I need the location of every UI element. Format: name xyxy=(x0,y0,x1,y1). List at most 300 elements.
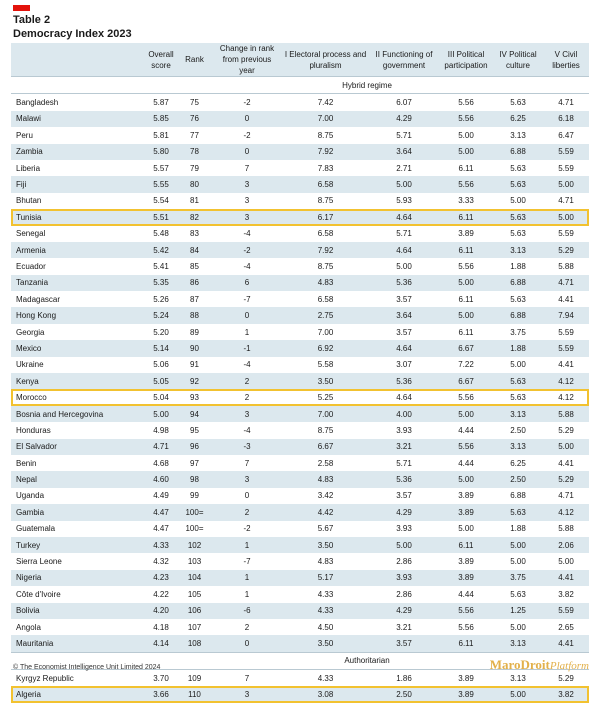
cell-rank: 90 xyxy=(177,340,212,356)
cell-political-culture: 5.63 xyxy=(493,373,543,389)
cell-civil-liberties: 4.41 xyxy=(543,635,589,652)
cell-overall-score: 5.05 xyxy=(145,373,177,389)
cell-functioning-of-government: 3.64 xyxy=(369,144,439,160)
cell-overall-score: 5.48 xyxy=(153,229,169,239)
cell-electoral-process: 6.92 xyxy=(282,340,369,356)
cell-overall-score: 5.81 xyxy=(153,130,169,140)
cell-civil-liberties: 5.88 xyxy=(558,261,574,271)
cell-civil-liberties: 5.00 xyxy=(543,209,589,225)
table-row xyxy=(11,324,589,340)
cell-change-in-rank: 0 xyxy=(212,144,282,160)
cell-civil-liberties: 4.71 xyxy=(558,196,574,206)
cell-electoral-process: 4.83 xyxy=(282,275,369,291)
cell-overall-score: 5.87 xyxy=(153,98,169,108)
cell-country: Turkey xyxy=(11,537,145,553)
cell-civil-liberties: 4.41 xyxy=(558,458,574,468)
cell-overall-score: 5.80 xyxy=(145,144,177,160)
cell-political-participation: 5.00 xyxy=(439,307,493,323)
cell-political-culture: 5.63 xyxy=(493,389,543,405)
cell-country: Uganda xyxy=(16,491,45,501)
cell-country: Guatemala xyxy=(16,524,56,534)
cell-functioning-of-government: 2.50 xyxy=(369,686,439,702)
cell-rank: 107 xyxy=(187,622,202,632)
cell-rank: 97 xyxy=(190,458,199,468)
table-row xyxy=(11,439,589,455)
cell-functioning-of-government: 2.86 xyxy=(396,589,412,599)
cell-functioning-of-government: 4.29 xyxy=(369,504,439,520)
cell-rank: 106 xyxy=(177,603,212,619)
cell-electoral-process: 7.00 xyxy=(282,111,369,127)
cell-functioning-of-government: 5.36 xyxy=(369,275,439,291)
cell-functioning-of-government: 3.57 xyxy=(396,491,412,501)
cell-civil-liberties: 5.59 xyxy=(558,163,574,173)
table-row xyxy=(11,193,589,209)
cell-change-in-rank: 0 xyxy=(244,491,250,501)
cell-political-participation: 6.11 xyxy=(439,537,493,553)
table-row xyxy=(11,307,589,323)
cell-civil-liberties: 4.71 xyxy=(543,275,589,291)
cell-country: Gambia xyxy=(11,504,145,520)
cell-electoral-process: 6.17 xyxy=(282,209,369,225)
table-row xyxy=(11,389,589,405)
header-electoral-process: I Electoral process and pluralism xyxy=(282,43,369,77)
table-row xyxy=(11,275,589,291)
cell-electoral-process: 4.83 xyxy=(317,557,334,567)
cell-electoral-process: 4.33 xyxy=(317,589,334,599)
cell-political-participation: 5.00 xyxy=(439,275,493,291)
cell-rank: 102 xyxy=(177,537,212,553)
cell-overall-score: 5.85 xyxy=(145,111,177,127)
header-functioning-of-government: II Functioning of government xyxy=(369,43,439,77)
cell-functioning-of-government: 4.29 xyxy=(369,603,439,619)
cell-functioning-of-government: 5.71 xyxy=(396,458,412,468)
cell-country: Ukraine xyxy=(16,360,44,370)
cell-functioning-of-government: 1.86 xyxy=(396,673,412,683)
cell-overall-score: 4.60 xyxy=(145,471,177,487)
cell-rank: 92 xyxy=(177,373,212,389)
cell-functioning-of-government: 5.71 xyxy=(396,229,412,239)
cell-functioning-of-government: 6.07 xyxy=(396,98,412,108)
header-overall-score: Overall score xyxy=(145,43,177,77)
watermark-logo xyxy=(490,657,589,673)
cell-civil-liberties: 4.41 xyxy=(558,294,574,304)
table-row xyxy=(11,635,589,652)
cell-country: Angola xyxy=(16,622,41,632)
cell-functioning-of-government: 3.93 xyxy=(369,570,439,586)
cell-electoral-process: 4.33 xyxy=(317,673,334,683)
cell-change-in-rank: -2 xyxy=(243,524,251,534)
cell-rank: 87 xyxy=(190,294,199,304)
cell-rank: 89 xyxy=(190,327,199,337)
cell-change-in-rank: -4 xyxy=(243,229,251,239)
cell-functioning-of-government: 3.57 xyxy=(369,635,439,652)
cell-political-participation: 6.67 xyxy=(439,373,493,389)
cell-functioning-of-government: 5.00 xyxy=(369,537,439,553)
cell-political-participation: 5.00 xyxy=(458,130,474,140)
cell-change-in-rank: -6 xyxy=(212,603,282,619)
cell-rank: 77 xyxy=(190,130,199,140)
table-row xyxy=(11,521,589,537)
cell-overall-score: 4.18 xyxy=(153,622,169,632)
cell-change-in-rank: 0 xyxy=(212,307,282,323)
cell-rank: 98 xyxy=(177,471,212,487)
cell-functioning-of-government: 3.21 xyxy=(369,439,439,455)
cell-country: Benin xyxy=(16,458,37,468)
table-row xyxy=(11,226,589,242)
section-label: Hybrid regime xyxy=(145,77,589,94)
table-row xyxy=(11,553,589,569)
cell-functioning-of-government: 5.36 xyxy=(369,373,439,389)
cell-overall-score: 5.55 xyxy=(145,176,177,192)
cell-electoral-process: 5.67 xyxy=(317,524,334,534)
cell-electoral-process: 8.75 xyxy=(317,130,334,140)
cell-civil-liberties: 5.00 xyxy=(543,439,589,455)
cell-functioning-of-government: 4.29 xyxy=(369,111,439,127)
cell-rank: 103 xyxy=(187,557,202,567)
cell-political-participation: 4.44 xyxy=(458,589,474,599)
cell-civil-liberties: 7.94 xyxy=(543,307,589,323)
cell-country: Malawi xyxy=(11,111,145,127)
cell-country: Sierra Leone xyxy=(16,557,62,567)
cell-civil-liberties: 5.88 xyxy=(558,524,574,534)
cell-political-culture: 5.63 xyxy=(510,294,526,304)
cell-civil-liberties: 4.12 xyxy=(543,504,589,520)
cell-rank: 104 xyxy=(177,570,212,586)
cell-political-culture: 6.88 xyxy=(493,275,543,291)
cell-political-participation: 3.89 xyxy=(439,570,493,586)
cell-change-in-rank: 1 xyxy=(212,570,282,586)
cell-change-in-rank: -4 xyxy=(243,261,251,271)
cell-political-participation: 5.00 xyxy=(439,144,493,160)
header-political-culture: IV Political culture xyxy=(493,43,543,77)
cell-overall-score: 4.71 xyxy=(145,439,177,455)
cell-change-in-rank: -7 xyxy=(243,294,251,304)
cell-country: Morocco xyxy=(11,389,145,405)
table-row xyxy=(11,373,589,389)
cell-electoral-process: 3.42 xyxy=(317,491,334,501)
cell-country: Liberia xyxy=(16,163,41,173)
cell-electoral-process: 3.50 xyxy=(282,373,369,389)
header-change-in-rank: Change in rank from previous year xyxy=(212,43,282,77)
table-row xyxy=(11,488,589,504)
cell-electoral-process: 8.75 xyxy=(317,196,334,206)
cell-functioning-of-government: 4.64 xyxy=(369,389,439,405)
cell-country: Georgia xyxy=(16,327,45,337)
cell-change-in-rank: 1 xyxy=(244,589,250,599)
cell-country: Algeria xyxy=(11,686,145,702)
table-row xyxy=(11,127,589,143)
cell-political-participation: 5.00 xyxy=(439,406,493,422)
cell-rank: 79 xyxy=(190,163,199,173)
cell-country: Côte d'Ivoire xyxy=(16,589,61,599)
cell-electoral-process: 7.83 xyxy=(317,163,334,173)
cell-overall-score: 4.98 xyxy=(153,425,169,435)
cell-political-participation: 5.00 xyxy=(458,524,474,534)
table-row xyxy=(11,357,589,373)
cell-functioning-of-government: 3.21 xyxy=(396,622,412,632)
cell-overall-score: 4.49 xyxy=(153,491,169,501)
cell-rank: 99 xyxy=(190,491,199,501)
cell-country: Armenia xyxy=(11,242,145,258)
cell-rank: 80 xyxy=(177,176,212,192)
header-political-participation: III Political participation xyxy=(439,43,493,77)
cell-country: Peru xyxy=(16,130,33,140)
cell-change-in-rank: 0 xyxy=(212,635,282,652)
table-row xyxy=(11,111,589,127)
cell-electoral-process: 3.08 xyxy=(282,686,369,702)
cell-country: Kyrgyz Republic xyxy=(16,673,74,683)
cell-country: Tunisia xyxy=(11,209,145,225)
cell-civil-liberties: 6.18 xyxy=(543,111,589,127)
cell-political-participation: 6.11 xyxy=(458,327,474,337)
cell-overall-score: 4.47 xyxy=(145,504,177,520)
cell-overall-score: 3.70 xyxy=(153,673,169,683)
cell-country: Madagascar xyxy=(16,294,61,304)
table-row xyxy=(11,340,589,356)
cell-change-in-rank: 7 xyxy=(244,163,250,173)
cell-political-participation: 7.22 xyxy=(458,360,474,370)
cell-overall-score: 5.54 xyxy=(153,196,169,206)
cell-change-in-rank: 3 xyxy=(244,196,250,206)
table-row xyxy=(11,94,589,111)
cell-change-in-rank: 3 xyxy=(212,406,282,422)
cell-rank: 100= xyxy=(177,504,212,520)
cell-political-culture: 5.63 xyxy=(493,504,543,520)
cell-electoral-process: 4.42 xyxy=(282,504,369,520)
cell-rank: 88 xyxy=(177,307,212,323)
cell-political-participation: 5.56 xyxy=(439,389,493,405)
cell-electoral-process: 6.58 xyxy=(282,176,369,192)
cell-electoral-process: 4.50 xyxy=(317,622,334,632)
cell-country: Bolivia xyxy=(11,603,145,619)
cell-country: Bhutan xyxy=(16,196,42,206)
cell-overall-score: 5.26 xyxy=(153,294,169,304)
cell-political-culture: 3.13 xyxy=(510,130,526,140)
cell-rank: 85 xyxy=(190,261,199,271)
header-rank: Rank xyxy=(177,43,212,77)
cell-country: Zambia xyxy=(11,144,145,160)
cell-civil-liberties: 6.47 xyxy=(558,130,574,140)
watermark-suffix: Platform xyxy=(549,660,589,672)
cell-overall-score: 5.04 xyxy=(145,389,177,405)
cell-political-participation: 5.56 xyxy=(458,261,474,271)
cell-political-participation: 6.11 xyxy=(439,209,493,225)
cell-civil-liberties: 5.59 xyxy=(543,144,589,160)
cell-country: Senegal xyxy=(16,229,46,239)
cell-electoral-process: 8.75 xyxy=(317,261,334,271)
cell-electoral-process: 7.92 xyxy=(282,242,369,258)
table-row xyxy=(11,176,589,192)
cell-political-participation: 5.56 xyxy=(439,111,493,127)
table-row xyxy=(11,471,589,487)
cell-rank: 84 xyxy=(177,242,212,258)
cell-civil-liberties: 5.29 xyxy=(558,673,574,683)
cell-country: Bangladesh xyxy=(16,98,59,108)
cell-electoral-process: 4.83 xyxy=(282,471,369,487)
cell-change-in-rank: -2 xyxy=(243,98,251,108)
table-row xyxy=(11,144,589,160)
table-row xyxy=(11,406,589,422)
cell-political-participation: 3.33 xyxy=(458,196,474,206)
cell-country: Bosnia and Hercegovina xyxy=(11,406,145,422)
cell-change-in-rank: 1 xyxy=(244,327,250,337)
cell-change-in-rank: 3 xyxy=(212,176,282,192)
cell-rank: 100= xyxy=(185,524,204,534)
table-row xyxy=(11,455,589,471)
cell-functioning-of-government: 4.64 xyxy=(369,340,439,356)
cell-change-in-rank: 6 xyxy=(212,275,282,291)
table-row xyxy=(11,504,589,520)
cell-political-culture: 1.88 xyxy=(510,524,526,534)
cell-civil-liberties: 5.59 xyxy=(558,229,574,239)
cell-overall-score: 5.41 xyxy=(153,261,169,271)
table-row xyxy=(11,586,589,602)
cell-civil-liberties: 2.65 xyxy=(558,622,574,632)
section-header-spacer xyxy=(11,77,145,94)
cell-civil-liberties: 5.59 xyxy=(543,340,589,356)
cell-functioning-of-government: 5.93 xyxy=(396,196,412,206)
cell-overall-score: 3.66 xyxy=(145,686,177,702)
cell-change-in-rank: 2 xyxy=(212,373,282,389)
cell-electoral-process: 5.58 xyxy=(317,360,334,370)
cell-political-participation: 3.89 xyxy=(458,229,474,239)
cell-civil-liberties: 4.41 xyxy=(558,360,574,370)
cell-functioning-of-government: 3.93 xyxy=(396,425,412,435)
table-row xyxy=(11,242,589,258)
cell-political-culture: 6.25 xyxy=(510,458,526,468)
cell-political-culture: 3.75 xyxy=(510,327,526,337)
cell-political-participation: 5.00 xyxy=(439,471,493,487)
cell-electoral-process: 7.00 xyxy=(282,406,369,422)
table-row xyxy=(11,160,589,176)
cell-civil-liberties: 5.29 xyxy=(558,425,574,435)
cell-electoral-process: 2.58 xyxy=(317,458,334,468)
cell-political-culture: 3.13 xyxy=(493,439,543,455)
cell-political-culture: 1.88 xyxy=(493,340,543,356)
cell-political-culture: 5.63 xyxy=(510,229,526,239)
cell-change-in-rank: -3 xyxy=(212,439,282,455)
cell-country: El Salvador xyxy=(11,439,145,455)
cell-electoral-process: 7.42 xyxy=(317,98,334,108)
cell-electoral-process: 7.92 xyxy=(282,144,369,160)
cell-political-culture: 6.25 xyxy=(493,111,543,127)
cell-rank: 96 xyxy=(177,439,212,455)
cell-overall-score: 5.06 xyxy=(153,360,169,370)
cell-civil-liberties: 5.59 xyxy=(558,327,574,337)
table-row xyxy=(11,291,589,307)
table-row xyxy=(11,422,589,438)
cell-rank: 76 xyxy=(177,111,212,127)
cell-political-culture: 5.00 xyxy=(510,360,526,370)
cell-overall-score: 4.68 xyxy=(153,458,169,468)
cell-change-in-rank: 3 xyxy=(212,209,282,225)
cell-change-in-rank: 2 xyxy=(212,389,282,405)
copyright-footer: © The Economist Intelligence Unit Limited 2024 xyxy=(13,664,161,671)
cell-overall-score: 4.14 xyxy=(145,635,177,652)
cell-electoral-process: 6.58 xyxy=(317,294,334,304)
cell-political-culture: 5.63 xyxy=(510,163,526,173)
cell-overall-score: 4.22 xyxy=(153,589,169,599)
cell-political-culture: 5.00 xyxy=(493,537,543,553)
cell-change-in-rank: 3 xyxy=(212,686,282,702)
cell-political-culture: 6.88 xyxy=(510,491,526,501)
cell-political-culture: 5.63 xyxy=(510,589,526,599)
cell-rank: 95 xyxy=(190,425,199,435)
cell-change-in-rank: 2 xyxy=(244,622,250,632)
cell-civil-liberties: 3.82 xyxy=(558,589,574,599)
watermark-main: MaroDroit xyxy=(489,657,550,672)
cell-overall-score: 4.23 xyxy=(145,570,177,586)
cell-functioning-of-government: 4.64 xyxy=(369,209,439,225)
cell-political-culture: 6.88 xyxy=(493,144,543,160)
cell-political-culture: 3.75 xyxy=(493,570,543,586)
cell-overall-score: 5.57 xyxy=(153,163,169,173)
cell-political-participation: 3.89 xyxy=(439,686,493,702)
table-row xyxy=(11,570,589,586)
cell-country: Kenya xyxy=(11,373,145,389)
cell-overall-score: 5.35 xyxy=(145,275,177,291)
cell-political-culture: 1.88 xyxy=(510,261,526,271)
cell-overall-score: 5.51 xyxy=(145,209,177,225)
cell-overall-score: 5.24 xyxy=(145,307,177,323)
cell-overall-score: 4.47 xyxy=(153,524,169,534)
cell-political-culture: 5.63 xyxy=(493,209,543,225)
cell-political-participation: 4.44 xyxy=(458,458,474,468)
cell-overall-score: 5.14 xyxy=(145,340,177,356)
cell-functioning-of-government: 2.86 xyxy=(396,557,412,567)
cell-political-culture: 2.50 xyxy=(493,471,543,487)
cell-civil-liberties: 5.29 xyxy=(543,471,589,487)
cell-political-culture: 5.63 xyxy=(493,176,543,192)
cell-country: Ecuador xyxy=(16,261,46,271)
cell-functioning-of-government: 5.00 xyxy=(396,261,412,271)
cell-overall-score: 4.32 xyxy=(153,557,169,567)
cell-civil-liberties: 5.00 xyxy=(543,176,589,192)
cell-political-participation: 5.56 xyxy=(458,622,474,632)
header-civil-liberties: V Civil liberties xyxy=(543,43,589,77)
cell-rank: 105 xyxy=(187,589,202,599)
cell-political-culture: 1.25 xyxy=(493,603,543,619)
cell-electoral-process: 8.75 xyxy=(317,425,334,435)
cell-change-in-rank: 2 xyxy=(212,504,282,520)
cell-country: Mexico xyxy=(11,340,145,356)
cell-country: Hong Kong xyxy=(11,307,145,323)
cell-electoral-process: 2.75 xyxy=(282,307,369,323)
cell-electoral-process: 6.67 xyxy=(282,439,369,455)
cell-civil-liberties: 4.71 xyxy=(558,491,574,501)
brand-accent-bar xyxy=(13,5,30,11)
cell-political-participation: 6.11 xyxy=(458,294,474,304)
cell-functioning-of-government: 3.93 xyxy=(396,524,412,534)
cell-change-in-rank: -4 xyxy=(243,360,251,370)
cell-political-participation: 3.89 xyxy=(458,557,474,567)
cell-functioning-of-government: 3.57 xyxy=(396,294,412,304)
cell-change-in-rank: 7 xyxy=(244,458,250,468)
cell-country: Fiji xyxy=(11,176,145,192)
cell-electoral-process: 6.58 xyxy=(317,229,334,239)
cell-political-participation: 6.11 xyxy=(439,635,493,652)
cell-change-in-rank: 7 xyxy=(244,673,250,683)
cell-overall-score: 5.00 xyxy=(145,406,177,422)
table-row xyxy=(11,686,589,702)
cell-political-culture: 2.50 xyxy=(510,425,526,435)
cell-country: Honduras xyxy=(16,425,51,435)
cell-civil-liberties: 5.00 xyxy=(558,557,574,567)
cell-functioning-of-government: 4.64 xyxy=(369,242,439,258)
cell-functioning-of-government: 4.00 xyxy=(369,406,439,422)
cell-electoral-process: 3.50 xyxy=(282,537,369,553)
cell-political-culture: 3.13 xyxy=(493,635,543,652)
